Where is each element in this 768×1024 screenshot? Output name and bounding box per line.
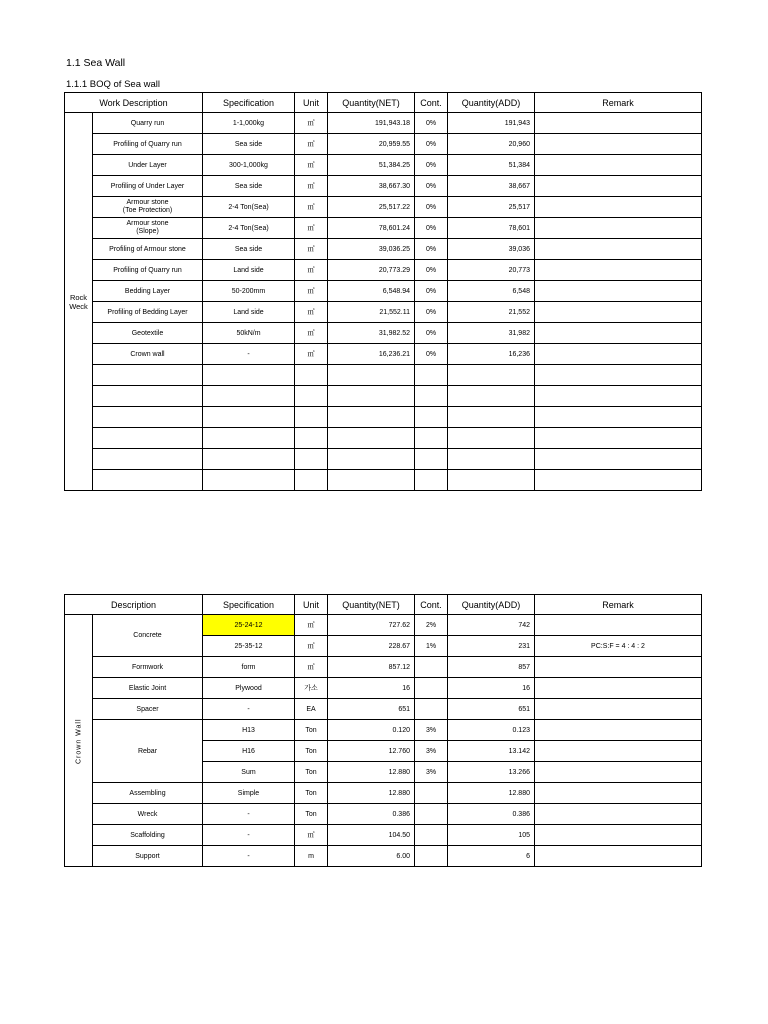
table-cell	[535, 239, 702, 260]
table-cell	[448, 470, 535, 491]
table-cell: 105	[448, 825, 535, 846]
table-cell: 742	[448, 615, 535, 636]
header-cell: Specification	[203, 595, 295, 615]
table-cell: 13.142	[448, 741, 535, 762]
group-label: Rock Weck	[65, 113, 93, 491]
table-cell: 231	[448, 636, 535, 657]
table-cell: 651	[448, 699, 535, 720]
table-cell: 651	[328, 699, 415, 720]
table-cell	[535, 825, 702, 846]
table-cell	[535, 470, 702, 491]
table-cell: ㎥	[295, 197, 328, 218]
table-cell: Land side	[203, 260, 295, 281]
table-cell: PC:S:F = 4 : 4 : 2	[535, 636, 702, 657]
header-cell: Remark	[535, 93, 702, 113]
table-cell	[415, 407, 448, 428]
table-cell: ㎥	[295, 260, 328, 281]
table-cell: H16	[203, 741, 295, 762]
table-cell: Profiling of Armour stone	[93, 239, 203, 260]
table-cell: m	[295, 846, 328, 867]
table-cell	[415, 846, 448, 867]
table-cell: Elastic Joint	[93, 678, 203, 699]
table-cell	[93, 407, 203, 428]
table-cell	[203, 428, 295, 449]
table-cell	[535, 176, 702, 197]
table-cell: -	[203, 804, 295, 825]
header-cell: Quantity(NET)	[328, 93, 415, 113]
table-cell: 0%	[415, 176, 448, 197]
table-cell: 50kN/m	[203, 323, 295, 344]
table-cell	[535, 720, 702, 741]
table-cell: Wreck	[93, 804, 203, 825]
table-cell: Plywood	[203, 678, 295, 699]
table-cell	[535, 804, 702, 825]
table-cell	[535, 678, 702, 699]
table-row	[65, 281, 702, 302]
table-row	[65, 260, 702, 281]
table-row	[65, 804, 702, 825]
table-row	[65, 657, 702, 678]
table-cell	[535, 428, 702, 449]
table-cell: Sea side	[203, 134, 295, 155]
subsection-title: 1.1.1 BOQ of Sea wall	[66, 79, 160, 90]
table-cell	[203, 470, 295, 491]
table-row	[65, 428, 702, 449]
table-cell: ㎥	[295, 344, 328, 365]
table-row	[65, 197, 702, 218]
table-cell	[93, 386, 203, 407]
table-cell: 2%	[415, 615, 448, 636]
header-cell: Unit	[295, 93, 328, 113]
table-cell: Sea side	[203, 239, 295, 260]
table-cell: 2-4 Ton(Sea)	[203, 197, 295, 218]
table-cell	[93, 449, 203, 470]
table-cell: 20,773.29	[328, 260, 415, 281]
table-cell: 21,552.11	[328, 302, 415, 323]
table-cell: Under Layer	[93, 155, 203, 176]
table-cell	[535, 281, 702, 302]
table-cell: ㎥	[295, 239, 328, 260]
table-cell: 0%	[415, 344, 448, 365]
table-cell: 0%	[415, 134, 448, 155]
table-cell: Ton	[295, 720, 328, 741]
table-cell	[415, 657, 448, 678]
table-cell: 13.266	[448, 762, 535, 783]
table-cell: ㎥	[295, 281, 328, 302]
table-cell	[93, 428, 203, 449]
table-cell: 0.386	[328, 804, 415, 825]
table-cell: 191,943	[448, 113, 535, 134]
header-cell: Quantity(NET)	[328, 595, 415, 615]
table-cell	[535, 113, 702, 134]
header-cell: Specification	[203, 93, 295, 113]
table-cell: Quarry run	[93, 113, 203, 134]
table-cell: 0%	[415, 197, 448, 218]
table-cell	[535, 741, 702, 762]
table-cell: 16	[328, 678, 415, 699]
table-cell	[535, 657, 702, 678]
table-cell: 78,601	[448, 218, 535, 239]
item-label: Rebar	[93, 720, 203, 783]
header-cell: Description	[65, 595, 203, 615]
table-cell: 0.120	[328, 720, 415, 741]
table-cell: -	[203, 846, 295, 867]
table-cell: 3%	[415, 741, 448, 762]
table-row	[65, 365, 702, 386]
section-title: 1.1 Sea Wall	[66, 57, 126, 69]
table-row	[65, 615, 702, 636]
table-cell: 51,384	[448, 155, 535, 176]
table-cell: 0.123	[448, 720, 535, 741]
table-cell: 0%	[415, 155, 448, 176]
table-cell: ㎥	[295, 323, 328, 344]
table-cell	[415, 449, 448, 470]
table-cell	[328, 449, 415, 470]
table-cell	[415, 699, 448, 720]
table-cell: Simple	[203, 783, 295, 804]
table-row	[65, 218, 702, 239]
table-cell	[415, 825, 448, 846]
table-cell	[535, 386, 702, 407]
table-cell: 12.760	[328, 741, 415, 762]
table-row	[65, 470, 702, 491]
table-cell: ㎥	[295, 155, 328, 176]
table-cell: 16	[448, 678, 535, 699]
table-cell: 12.880	[328, 762, 415, 783]
table-cell	[328, 428, 415, 449]
table-cell: 0%	[415, 281, 448, 302]
table-cell	[535, 365, 702, 386]
table-cell: 6,548	[448, 281, 535, 302]
header-cell: Remark	[535, 595, 702, 615]
table-cell: Ton	[295, 741, 328, 762]
table-cell: 0%	[415, 218, 448, 239]
table-cell	[535, 323, 702, 344]
table-cell: Bedding Layer	[93, 281, 203, 302]
table-row	[65, 113, 702, 134]
table-cell: 0%	[415, 239, 448, 260]
table-cell	[203, 407, 295, 428]
table-cell: Armour stone (Toe Protection)	[93, 197, 203, 218]
table-cell	[535, 260, 702, 281]
table-cell: 20,773	[448, 260, 535, 281]
table-cell	[328, 365, 415, 386]
table-cell	[448, 386, 535, 407]
table-cell	[448, 365, 535, 386]
table-cell: 21,552	[448, 302, 535, 323]
table-cell: 104.50	[328, 825, 415, 846]
table-cell	[535, 302, 702, 323]
table-cell: 1%	[415, 636, 448, 657]
table-cell	[535, 783, 702, 804]
table-cell: 20,960	[448, 134, 535, 155]
table-cell	[295, 407, 328, 428]
table-cell: -	[203, 825, 295, 846]
table-cell	[535, 615, 702, 636]
table-cell: 25-24-12	[203, 615, 295, 636]
table-header-row	[65, 93, 702, 113]
table-cell	[535, 134, 702, 155]
table-cell: 38,667.30	[328, 176, 415, 197]
table-cell	[415, 470, 448, 491]
table-row	[65, 720, 702, 741]
table-cell	[93, 365, 203, 386]
table-cell: Assembling	[93, 783, 203, 804]
table-cell	[328, 470, 415, 491]
table-cell: 51,384.25	[328, 155, 415, 176]
table-cell	[203, 449, 295, 470]
header-cell: Unit	[295, 595, 328, 615]
table-cell	[328, 407, 415, 428]
table-row	[65, 239, 702, 260]
table-cell: Geotextile	[93, 323, 203, 344]
table-cell	[328, 386, 415, 407]
table-cell: 857.12	[328, 657, 415, 678]
table-row	[65, 407, 702, 428]
table-cell: 50-200mm	[203, 281, 295, 302]
table-cell: ㎥	[295, 825, 328, 846]
table-cell: Spacer	[93, 699, 203, 720]
table-cell: 39,036.25	[328, 239, 415, 260]
table-cell: Support	[93, 846, 203, 867]
table-cell: form	[203, 657, 295, 678]
table-cell	[93, 470, 203, 491]
table-cell	[535, 449, 702, 470]
table-cell	[415, 428, 448, 449]
table-cell: 39,036	[448, 239, 535, 260]
table-cell: 0.386	[448, 804, 535, 825]
table-row	[65, 155, 702, 176]
table-cell: ㎥	[295, 113, 328, 134]
table-cell: 2-4 Ton(Sea)	[203, 218, 295, 239]
table-cell: -	[203, 344, 295, 365]
table-row	[65, 678, 702, 699]
table-row	[65, 699, 702, 720]
table-cell: 727.62	[328, 615, 415, 636]
table-cell	[448, 428, 535, 449]
header-cell: Work Description	[65, 93, 203, 113]
table-cell: 78,601.24	[328, 218, 415, 239]
table-cell: 12.880	[328, 783, 415, 804]
table-cell: 0%	[415, 302, 448, 323]
table-cell	[535, 155, 702, 176]
table-cell: ㎥	[295, 176, 328, 197]
table-cell: -	[203, 699, 295, 720]
crown-wall-table	[64, 594, 702, 867]
boq-sea-wall-table	[64, 92, 702, 491]
table-cell	[295, 428, 328, 449]
table-cell: ㎥	[295, 615, 328, 636]
table-cell: 228.67	[328, 636, 415, 657]
table-cell	[295, 365, 328, 386]
table-cell: ㎥	[295, 302, 328, 323]
table-row	[65, 386, 702, 407]
table-cell: 3%	[415, 762, 448, 783]
table-cell: Land side	[203, 302, 295, 323]
table-cell: 가소	[295, 678, 328, 699]
table-cell: 31,982	[448, 323, 535, 344]
table-cell: Ton	[295, 762, 328, 783]
table-cell	[448, 449, 535, 470]
table-cell	[295, 386, 328, 407]
table-cell: 0%	[415, 323, 448, 344]
table-cell: 3%	[415, 720, 448, 741]
table-cell: 0%	[415, 260, 448, 281]
table-header-row	[65, 595, 702, 615]
table-cell: 857	[448, 657, 535, 678]
table-cell	[535, 197, 702, 218]
table-row	[65, 323, 702, 344]
table-row	[65, 825, 702, 846]
table-cell: Armour stone (Slope)	[93, 218, 203, 239]
table-cell	[535, 846, 702, 867]
table-cell: 38,667	[448, 176, 535, 197]
table-row	[65, 783, 702, 804]
table-cell	[535, 407, 702, 428]
group-label: Crown Wall	[65, 615, 93, 867]
table-cell: Profiling of Bedding Layer	[93, 302, 203, 323]
table-cell: ㎥	[295, 134, 328, 155]
table-cell: 300-1,000kg	[203, 155, 295, 176]
table-cell: ㎥	[295, 657, 328, 678]
table-cell	[535, 762, 702, 783]
header-cell: Quantity(ADD)	[448, 595, 535, 615]
table-row	[65, 846, 702, 867]
table-cell	[415, 386, 448, 407]
table-row	[65, 134, 702, 155]
table-cell: EA	[295, 699, 328, 720]
table-cell: 191,943.18	[328, 113, 415, 134]
table-cell: 1-1,000kg	[203, 113, 295, 134]
table-cell	[415, 804, 448, 825]
table-cell: 25,517	[448, 197, 535, 218]
table-cell: H13	[203, 720, 295, 741]
table-cell	[535, 218, 702, 239]
table-cell	[203, 386, 295, 407]
table-cell: Sum	[203, 762, 295, 783]
table-cell: 25-35-12	[203, 636, 295, 657]
table-cell: Crown wall	[93, 344, 203, 365]
table-cell	[295, 470, 328, 491]
table-cell: 20,959.55	[328, 134, 415, 155]
table-cell: 16,236	[448, 344, 535, 365]
table-cell: 25,517.22	[328, 197, 415, 218]
table-row	[65, 176, 702, 197]
table-cell	[535, 699, 702, 720]
header-cell: Quantity(ADD)	[448, 93, 535, 113]
table-cell: Ton	[295, 783, 328, 804]
table-row	[65, 302, 702, 323]
table-cell: Profiling of Under Layer	[93, 176, 203, 197]
item-label: Concrete	[93, 615, 203, 657]
table-cell: Scaffolding	[93, 825, 203, 846]
table-cell	[535, 344, 702, 365]
table-cell	[415, 783, 448, 804]
table-cell	[448, 407, 535, 428]
table-row	[65, 449, 702, 470]
table-cell	[295, 449, 328, 470]
table-cell: 12.880	[448, 783, 535, 804]
table-cell: Ton	[295, 804, 328, 825]
header-cell: Cont.	[415, 93, 448, 113]
table-cell: Formwork	[93, 657, 203, 678]
table-cell: Profiling of Quarry run	[93, 134, 203, 155]
table-cell: ㎥	[295, 218, 328, 239]
table-cell: Sea side	[203, 176, 295, 197]
table-cell: ㎥	[295, 636, 328, 657]
table-cell: 0%	[415, 113, 448, 134]
table-cell	[415, 678, 448, 699]
table-cell: 31,982.52	[328, 323, 415, 344]
table-cell: 16,236.21	[328, 344, 415, 365]
table-cell: 6	[448, 846, 535, 867]
header-cell: Cont.	[415, 595, 448, 615]
table-row	[65, 344, 702, 365]
table-cell	[415, 365, 448, 386]
table-cell: Profiling of Quarry run	[93, 260, 203, 281]
table-cell: 6.00	[328, 846, 415, 867]
table-cell	[203, 365, 295, 386]
table-cell: 6,548.94	[328, 281, 415, 302]
